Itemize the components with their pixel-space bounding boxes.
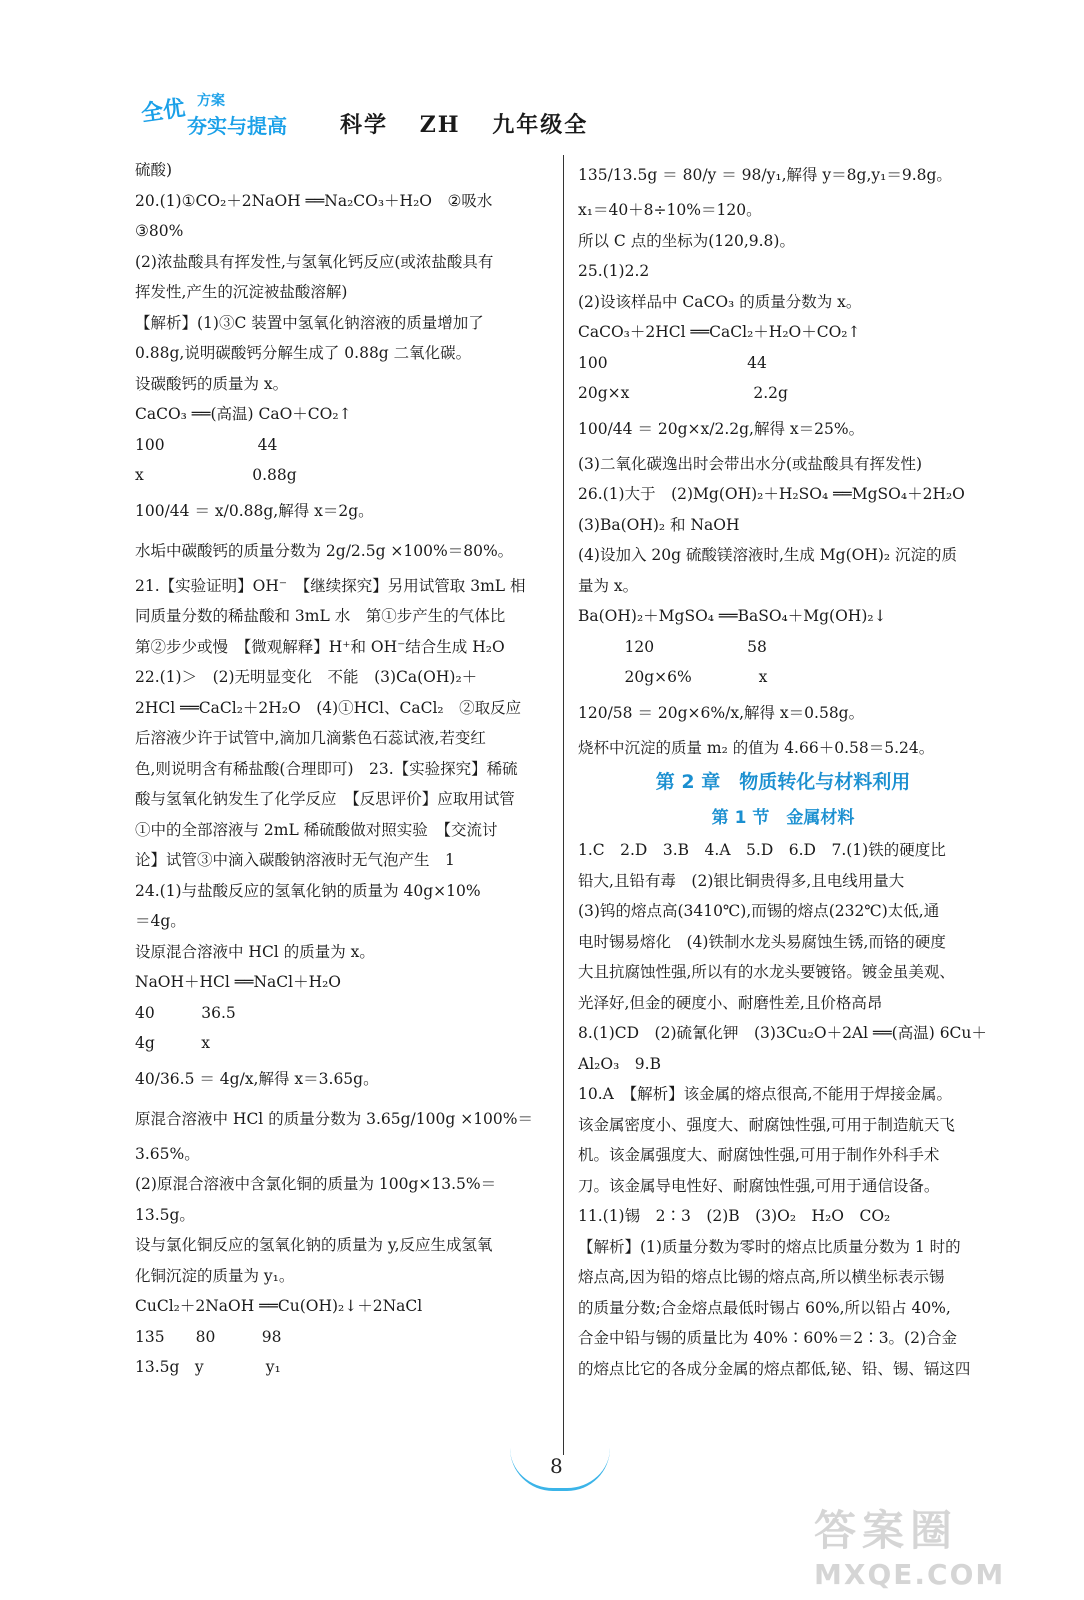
text-line: 电时锡易熔化 (4)铁制水龙头易腐蚀生锈,而铬的硬度 bbox=[578, 932, 946, 951]
page-footer bbox=[510, 1448, 630, 1493]
text-line: 大且抗腐蚀性强,所以有的水龙头要镀铬。镀金虽美观、 bbox=[578, 963, 955, 981]
text-line: 22.(1)＞ (2)无明显变化 不能 (3)Ca(OH)₂＋ bbox=[135, 668, 478, 686]
text-line: 刀。该金属导电性好、耐腐蚀性强,可用于通信设备。 bbox=[578, 1176, 940, 1195]
text-line: ＝4g。 bbox=[135, 912, 186, 930]
text-line: 合金中铅与锡的质量比为 40%∶60%＝2∶3。(2)合金 bbox=[578, 1329, 958, 1347]
text-line: 设原混合溶液中 HCl 的质量为 x。 bbox=[135, 942, 375, 961]
text-line: 熔点高,因为铅的熔点比锡的熔点高,所以横坐标表示锡 bbox=[578, 1268, 945, 1286]
text-line: 120/58 ＝ 20g×6%/x,解得 x＝0.58g。 bbox=[578, 703, 865, 722]
logo-text-main: 全优 bbox=[139, 96, 187, 127]
text-line: 135 80 98 bbox=[135, 1327, 282, 1346]
grade-label: 九年级全 bbox=[492, 112, 589, 138]
text-line: 120 58 bbox=[578, 637, 767, 656]
text-line: 【解析】(1)质量分数为零时的熔点比质量分数为 1 时的 bbox=[578, 1237, 961, 1256]
text-line: 化铜沉淀的质量为 y₁。 bbox=[135, 1266, 295, 1285]
text-line: 26.(1)大于 (2)Mg(OH)₂＋H₂SO₄ ══MgSO₄＋2H₂O bbox=[578, 485, 965, 503]
text-line: ①中的全部溶液与 2mL 稀硫酸做对照实验 【交流讨 bbox=[135, 820, 498, 839]
text-line: 量为 x。 bbox=[578, 576, 639, 595]
brand-logo bbox=[135, 88, 320, 143]
text-line: 100 44 bbox=[578, 353, 767, 372]
text-line: 第②步少或慢 【微观解释】H⁺和 OH⁻结合生成 H₂O bbox=[135, 637, 505, 656]
text-line: 40 36.5 bbox=[135, 1003, 236, 1022]
text-line: 21.【实验证明】OH⁻ 【继续探究】另用试管取 3mL 相 bbox=[135, 576, 526, 595]
text-line: CaCO₃ ══(高温) CaO＋CO₂↑ bbox=[135, 405, 352, 423]
text-line: 13.5g。 bbox=[135, 1205, 195, 1224]
text-line: 100 44 bbox=[135, 435, 278, 454]
text-line: 4g x bbox=[135, 1034, 211, 1052]
text-line: 20g×x 2.2g bbox=[578, 384, 788, 402]
text-line: 100/44 ＝ x/0.88g,解得 x＝2g。 bbox=[135, 501, 374, 520]
text-line: 2HCl ══CaCl₂＋2H₂O (4)①HCl、CaCl₂ ②取反应 bbox=[135, 698, 522, 717]
text-line: 后溶液少许于试管中,滴加几滴紫色石蕊试液,若变红 bbox=[135, 729, 486, 747]
text-line: 酸与氢氧化钠发生了化学反应 【反思评价】应取用试管 bbox=[135, 790, 515, 808]
text-line: 11.(1)锡 2∶3 (2)B (3)O₂ H₂O CO₂ bbox=[578, 1207, 891, 1225]
text-line: (3)二氧化碳逸出时会带出水分(或盐酸具有挥发性) bbox=[578, 454, 923, 473]
text-line: 色,则说明含有稀盐酸(合理即可) 23.【实验探究】稀硫 bbox=[135, 759, 518, 778]
text-line: 3.65%。 bbox=[135, 1144, 200, 1163]
text-line: 设碳酸钙的质量为 x。 bbox=[135, 374, 289, 393]
text-line: 25.(1)2.2 bbox=[578, 262, 650, 280]
text-line: (3)Ba(OH)₂ 和 NaOH bbox=[578, 515, 740, 534]
text-line: Ba(OH)₂＋MgSO₄ ══BaSO₄＋Mg(OH)₂↓ bbox=[578, 607, 887, 625]
left-column bbox=[135, 155, 555, 1383]
text-line: 20.(1)①CO₂＋2NaOH ══Na₂CO₃＋H₂O ②吸水 bbox=[135, 191, 493, 210]
page-number: 8 bbox=[550, 1454, 563, 1478]
watermark-url: MXQE.COM bbox=[814, 1558, 1006, 1591]
text-line: 1.C 2.D 3.B 4.A 5.D 6.D 7.(1)铁的硬度比 bbox=[578, 841, 946, 859]
text-line: Al₂O₃ 9.B bbox=[578, 1054, 661, 1073]
right-block-section-answers bbox=[578, 835, 988, 1384]
logo-text-sub: 方案 bbox=[197, 93, 225, 109]
column-divider bbox=[563, 155, 564, 1455]
book-title bbox=[340, 108, 610, 139]
text-line: 同质量分数的稀盐酸和 3mL 水 第①步产生的气体比 bbox=[135, 607, 506, 625]
text-line: 10.A 【解析】该金属的熔点很高,不能用于焊接金属。 bbox=[578, 1085, 953, 1103]
chapter-title: 第 2 章 物质转化与材料利用 bbox=[655, 771, 911, 793]
text-line: 的熔点比它的各成分金属的熔点都低,铋、铅、锡、镉这四 bbox=[578, 1359, 971, 1378]
text-line: (2)原混合溶液中含氯化铜的质量为 100g×13.5%＝ bbox=[135, 1175, 497, 1193]
text-line: 8.(1)CD (2)硫氰化钾 (3)3Cu₂O＋2Al ══(高温) 6Cu＋ bbox=[578, 1024, 987, 1042]
text-line: 100/44 ＝ 20g×x/2.2g,解得 x＝25%。 bbox=[578, 419, 865, 438]
text-line: 13.5g y y₁ bbox=[135, 1358, 281, 1376]
text-line: 烧杯中沉淀的质量 m₂ 的值为 4.66＋0.58＝5.24。 bbox=[578, 738, 935, 757]
right-column bbox=[578, 155, 988, 1384]
text-line: 硫酸) bbox=[135, 161, 173, 179]
text-line: (2)设该样品中 CaCO₃ 的质量分数为 x。 bbox=[578, 292, 862, 311]
text-line: CuCl₂＋2NaOH ══Cu(OH)₂↓＋2NaCl bbox=[135, 1297, 423, 1315]
edition-label: ZH bbox=[419, 112, 461, 138]
text-line: ③80% bbox=[135, 222, 184, 240]
text-line: 【解析】(1)③C 装置中氢氧化钠溶液的质量增加了 bbox=[135, 313, 484, 332]
watermark-text: 答案圈 bbox=[814, 1506, 959, 1555]
text-line: 0.88g,说明碳酸钙分解生成了 0.88g 二氧化碳。 bbox=[135, 344, 472, 362]
text-line: 水垢中碳酸钙的质量分数为 2g/2.5g ×100%＝80%。 bbox=[135, 541, 514, 560]
text-line: 原混合溶液中 HCl 的质量分数为 3.65g/100g ×100%＝ bbox=[135, 1109, 534, 1128]
text-line: 40/36.5 ＝ 4g/x,解得 x＝3.65g。 bbox=[135, 1069, 379, 1088]
text-line: 设与氯化铜反应的氢氧化钠的质量为 y,反应生成氢氧 bbox=[135, 1236, 493, 1254]
text-line: 机。该金属强度大、耐腐蚀性强,可用于制作外科手术 bbox=[578, 1146, 940, 1164]
text-line: 所以 C 点的坐标为(120,9.8)。 bbox=[578, 231, 795, 250]
text-line: 的质量分数;合金熔点最低时锡占 60%,所以铅占 40%, bbox=[578, 1298, 951, 1317]
right-block-answers bbox=[578, 155, 988, 763]
text-line: (4)设加入 20g 硫酸镁溶液时,生成 Mg(OH)₂ 沉淀的质 bbox=[578, 546, 958, 564]
text-line: 20g×6% x bbox=[578, 668, 768, 686]
text-line: 该金属密度小、强度大、耐腐蚀性强,可用于制造航天飞 bbox=[578, 1115, 955, 1134]
text-line: x₁＝40＋8÷10%＝120。 bbox=[578, 201, 762, 219]
watermark bbox=[814, 1498, 1064, 1591]
text-line: CaCO₃＋2HCl ══CaCl₂＋H₂O＋CO₂↑ bbox=[578, 323, 861, 341]
page-header bbox=[135, 88, 955, 148]
text-line: 论】试管③中滴入碳酸钠溶液时无气泡产生 1 bbox=[135, 851, 455, 869]
text-line: 24.(1)与盐酸反应的氢氧化钠的质量为 40g×10% bbox=[135, 881, 481, 900]
text-line: 挥发性,产生的沉淀被盐酸溶解) bbox=[135, 283, 348, 301]
subject-label: 科学 bbox=[340, 112, 389, 138]
logo-text-slogan: 夯实与提高 bbox=[187, 114, 287, 138]
text-line: (2)浓盐酸具有挥发性,与氢氧化钙反应(或浓盐酸具有 bbox=[135, 252, 494, 271]
text-line: (3)钨的熔点高(3410℃),而锡的熔点(232℃)太低,通 bbox=[578, 902, 940, 920]
text-line: NaOH＋HCl ══NaCl＋H₂O bbox=[135, 973, 342, 991]
section-title: 第 1 节 金属材料 bbox=[711, 808, 855, 828]
text-line: 135/13.5g ＝ 80/y ＝ 98/y₁,解得 y＝8g,y₁＝9.8g。 bbox=[578, 166, 952, 184]
text-line: 铅大,且铅有毒 (2)银比铜贵得多,且电线用量大 bbox=[578, 871, 905, 890]
text-line: 光泽好,但金的硬度小、耐磨性差,且价格高昂 bbox=[578, 993, 883, 1012]
text-line: x 0.88g bbox=[135, 466, 297, 484]
